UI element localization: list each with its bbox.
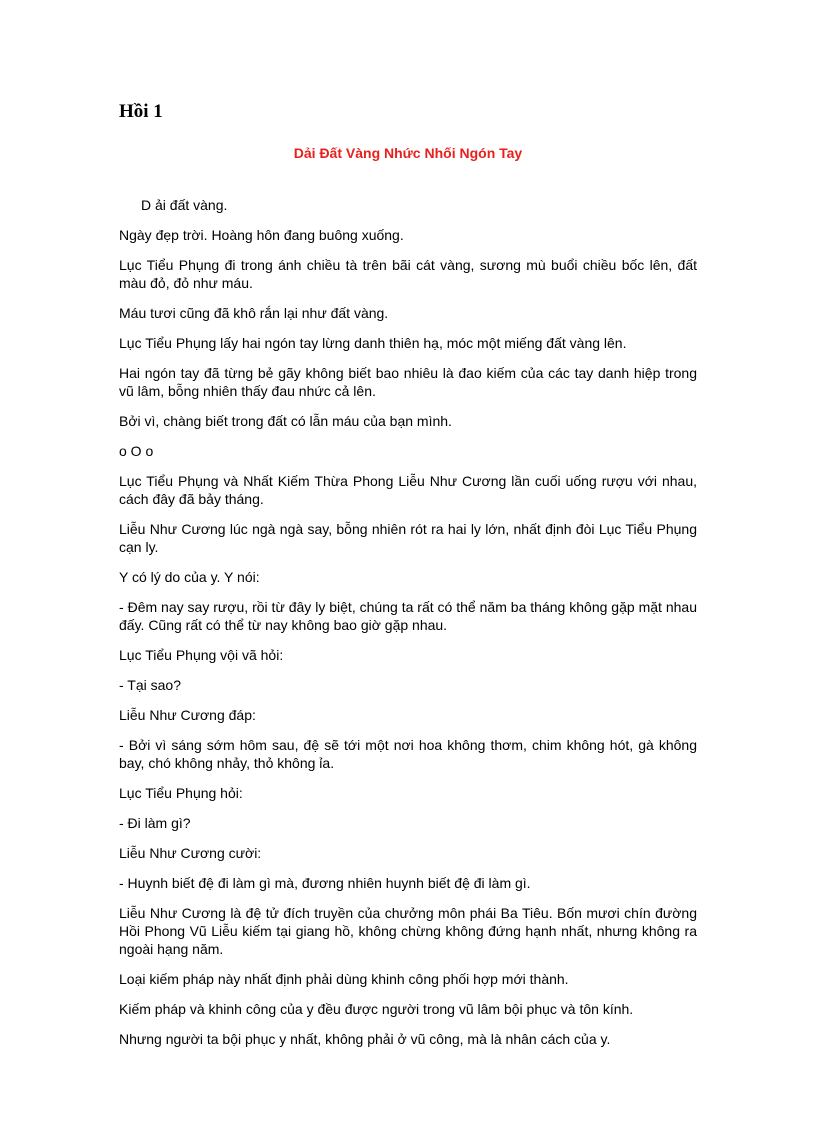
dialogue-line: - Bởi vì sáng sớm hôm sau, đệ sẽ tới một nơi hoa không thơm, chim không hót, gà không bay, chó không nhảy, thỏ không ỉa. xyxy=(119,737,697,771)
paragraph: Lục Tiểu Phụng hỏi: xyxy=(119,785,243,801)
paragraph: Kiếm pháp và khinh công của y đều được người trong vũ lâm bội phục và tôn kính. xyxy=(119,1001,634,1017)
chapter-title: Hồi 1 xyxy=(119,101,163,122)
paragraph: D ải đất vàng. xyxy=(141,197,228,213)
paragraph: Lục Tiểu Phụng và Nhất Kiếm Thừa Phong Liễu Như Cương lần cuối uống rượu với nhau, cách đây đã bảy tháng. xyxy=(119,473,697,507)
section-divider: o O o xyxy=(119,443,154,459)
paragraph: Máu tươi cũng đã khô rắn lại như đất vàng. xyxy=(119,305,389,321)
paragraph: Bởi vì, chàng biết trong đất có lẫn máu của bạn mình. xyxy=(119,413,452,429)
dialogue-line: - Tại sao? xyxy=(119,677,181,693)
paragraph: Nhưng người ta bội phục y nhất, không phải ở vũ công, mà là nhân cách của y. xyxy=(119,1031,611,1047)
paragraph: Y có lý do của y. Y nói: xyxy=(119,569,260,585)
paragraph: Ngày đẹp trời. Hoàng hôn đang buông xuống. xyxy=(119,227,404,243)
dialogue-line: - Đêm nay say rượu, rồi từ đây ly biệt, chúng ta rất có thể năm ba tháng không gặp mặt nhau đấy. Cũng rất có thể từ nay không bao giờ gặp nhau. xyxy=(119,599,697,633)
paragraph: Lục Tiểu Phụng đi trong ánh chiều tà trên bãi cát vàng, sương mù buổi chiều bốc lên, đất màu đỏ, đỏ như máu. xyxy=(119,257,697,291)
paragraph: Loại kiếm pháp này nhất định phải dùng khinh công phối hợp mới thành. xyxy=(119,971,569,987)
paragraph: Liễu Như Cương đáp: xyxy=(119,707,256,723)
dialogue-line: - Huynh biết đệ đi làm gì mà, đương nhiên huynh biết đệ đi làm gì. xyxy=(119,875,531,891)
paragraph: Lục Tiểu Phụng vội vã hỏi: xyxy=(119,647,284,663)
paragraph: Hai ngón tay đã từng bẻ gãy không biết bao nhiêu là đao kiếm của các tay danh hiệp trong vũ lâm, bỗng nhiên thấy đau nhức cả lên. xyxy=(119,365,697,399)
chapter-subtitle: Dải Đất Vàng Nhức Nhối Ngón Tay xyxy=(293,145,523,161)
chapter-body xyxy=(119,196,697,1060)
paragraph: Liễu Như Cương là đệ tử đích truyền của chưởng môn phái Ba Tiêu. Bốn mươi chín đường Hồi Phong Vũ Liễu kiếm tại giang hồ, không chừng không đứng hạnh nhất, nhưng không ra ngoài hạng năm. xyxy=(119,905,697,957)
dialogue-line: - Đi làm gì? xyxy=(119,815,191,831)
paragraph: Liễu Như Cương cười: xyxy=(119,845,262,861)
paragraph: Lục Tiểu Phụng lấy hai ngón tay lừng danh thiên hạ, móc một miếng đất vàng lên. xyxy=(119,335,627,351)
paragraph: Liễu Như Cương lúc ngà ngà say, bỗng nhiên rót ra hai ly lớn, nhất định đòi Lục Tiểu Phụng cạn ly. xyxy=(119,521,697,555)
